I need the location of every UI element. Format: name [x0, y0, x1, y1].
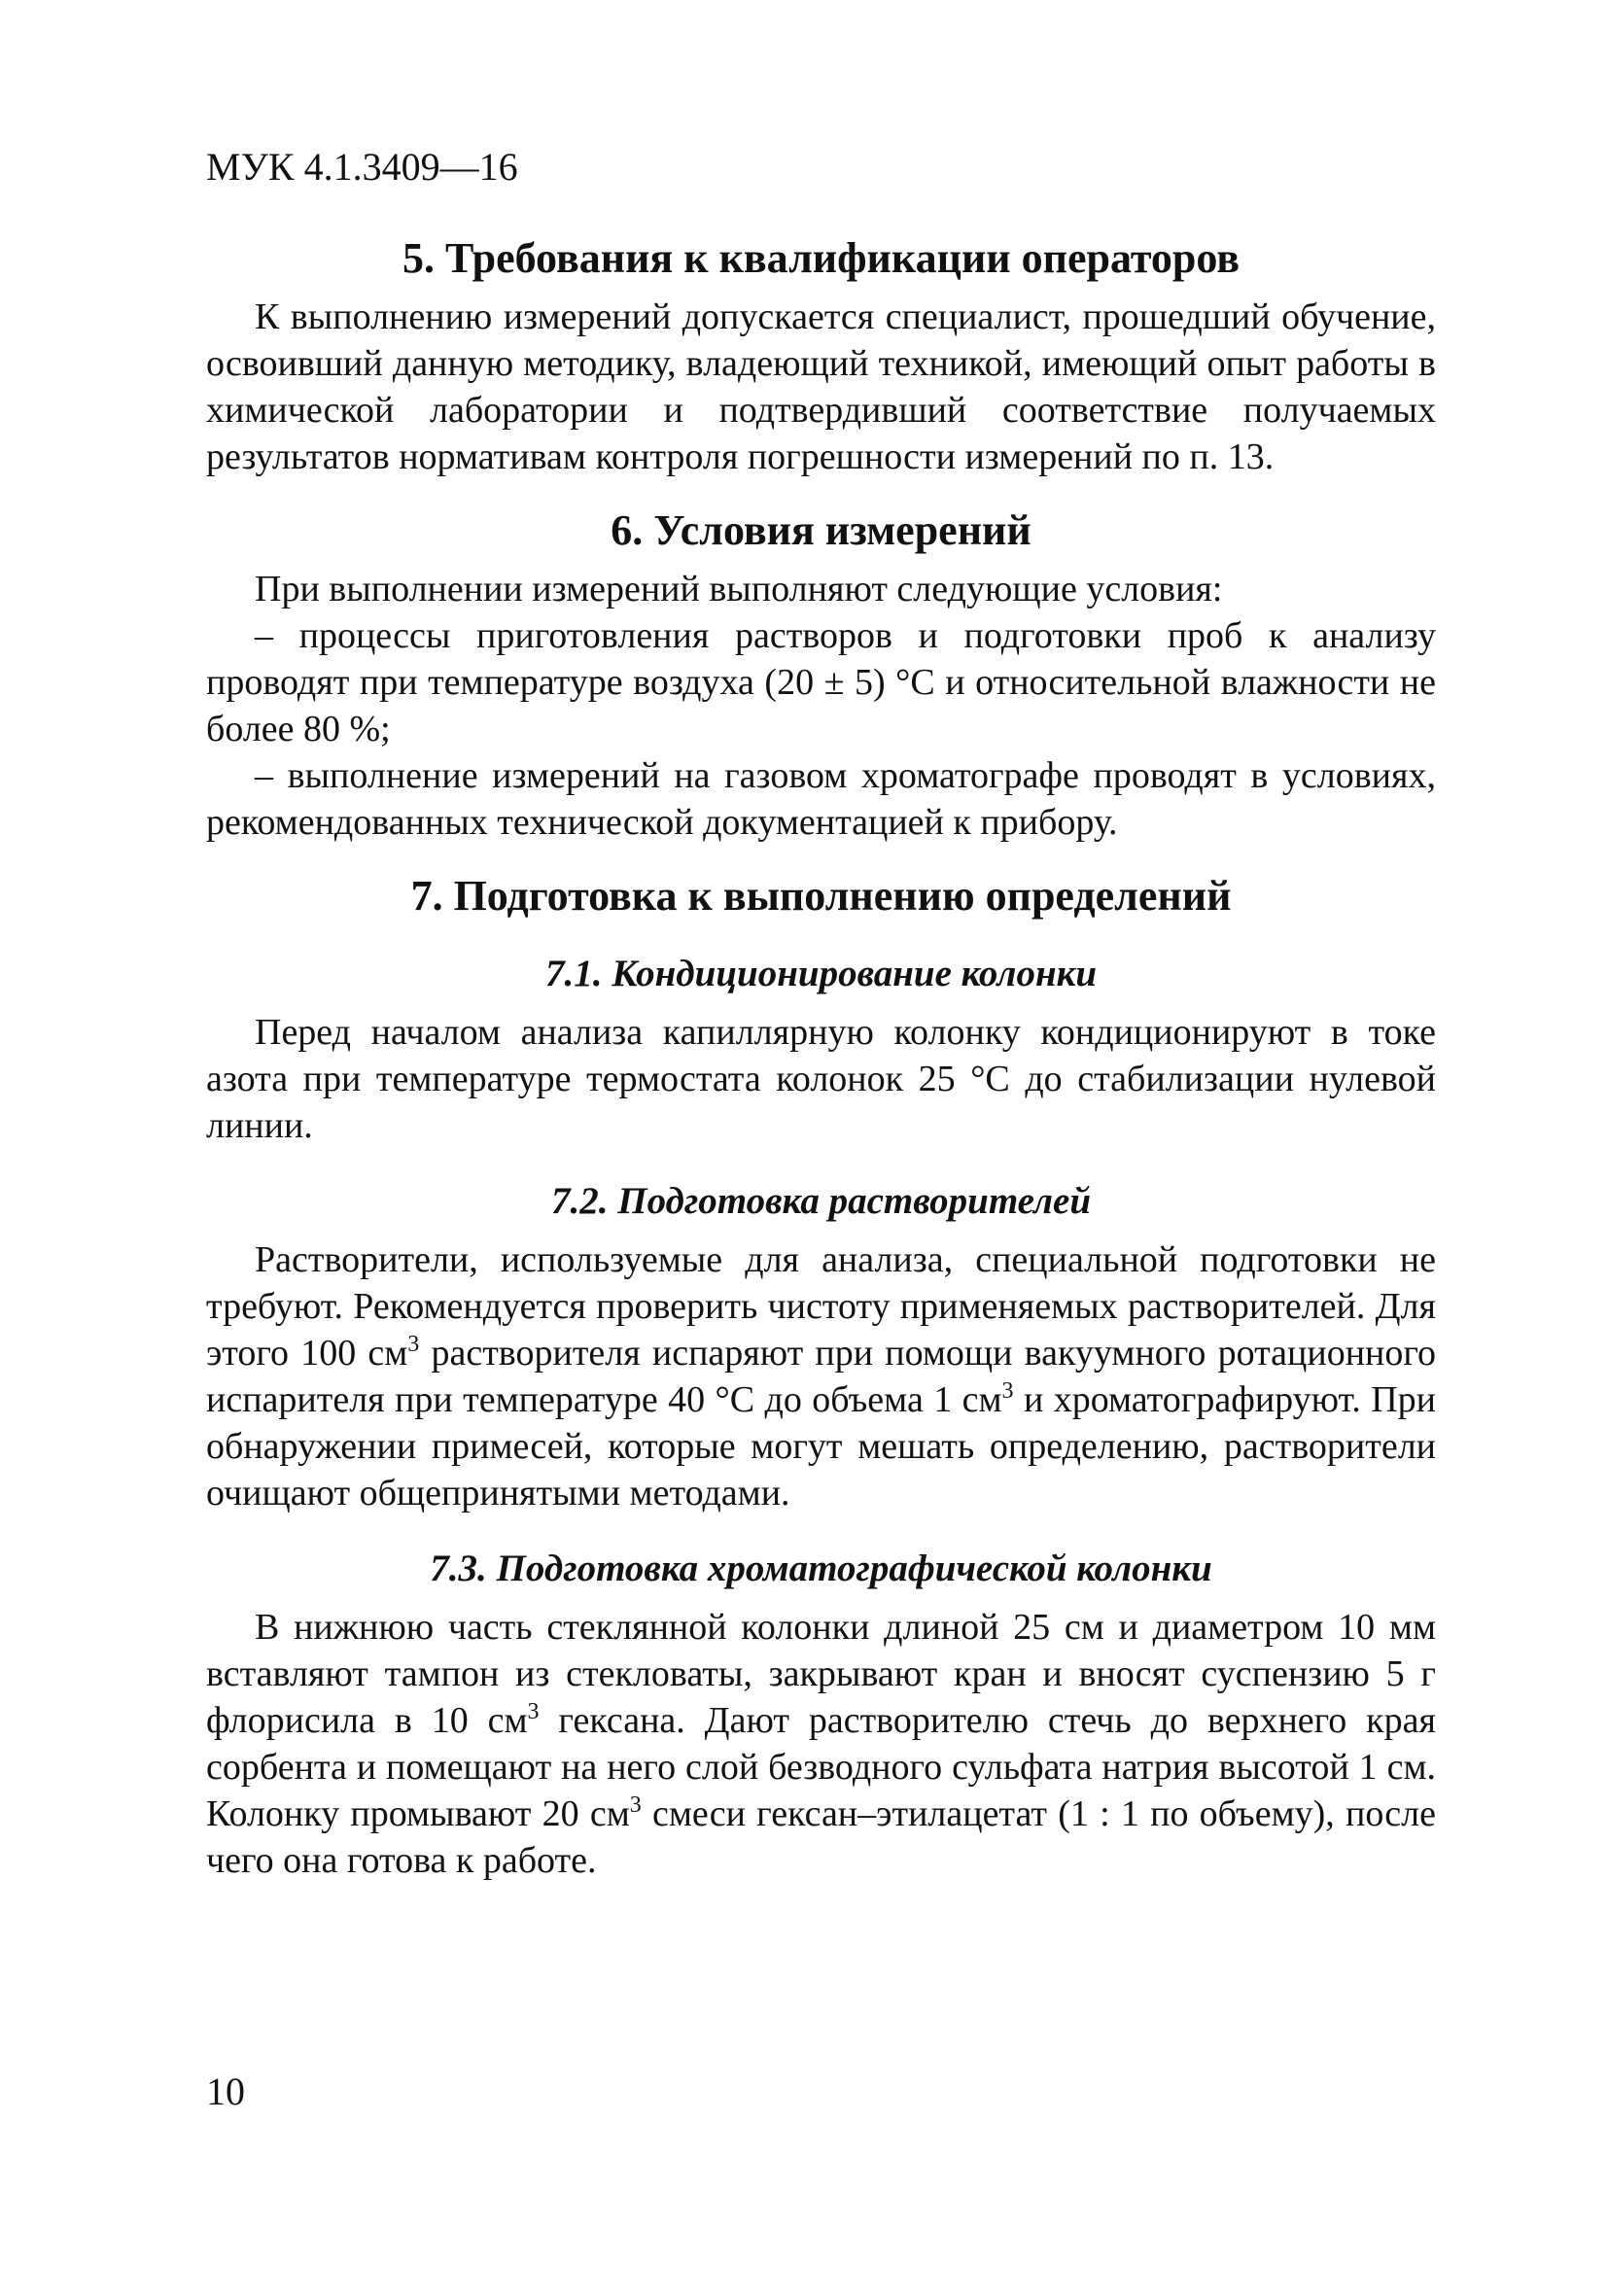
subsection-7-3-paragraph — [206, 1604, 1436, 1884]
section-6-title: 6. Условия измерений — [611, 506, 1031, 554]
superscript: 3 — [527, 1699, 540, 1724]
section-5 — [206, 233, 1436, 480]
text-run: растворителя испаряют при помощи вакуумного ротационного испарителя при температуре 40 °С до объема 1 см — [206, 1333, 1437, 1420]
page-number: 10 — [206, 2070, 245, 2113]
section-5-title: 5. Требования к квалификации операторов — [402, 234, 1241, 282]
subsection-7-1-title: 7.1. Кондиционирование колонки — [544, 953, 1098, 994]
section-5-paragraph: К выполнению измерений допускается специалист, прошедший обучение, освоивший данную методику, владеющий техникой, имеющий опыт работы в химической лаборатории и подтвердивший соответствие получаемых результатов нормативам контроля погрешности измерений по п. 13. — [206, 296, 1436, 477]
text-run: смеси гексан–этилацетат (1 : 1 по объему), после чего она готова к работе. — [206, 1793, 1436, 1881]
section-6-paragraph-2: – процессы приготовления растворов и подготовки проб к анализу проводят при температуре воздуха (20 ± 5) °С и относительной влажности не более 80 %; — [206, 615, 1436, 749]
subsection-7-2-paragraph — [206, 1236, 1436, 1516]
section-7 — [206, 871, 1436, 1884]
superscript: 3 — [629, 1792, 642, 1818]
section-6 — [206, 505, 1436, 846]
text-run: В нижнюю часть стеклянной колонки длиной 25 см и диаметром 10 мм вставляют тампон из стекловаты, закрывают кран и вносят суспензию 5 г флорисила в 10 см — [206, 1607, 1436, 1741]
superscript: 3 — [1001, 1378, 1014, 1404]
text-run: и хроматографируют. При обнаружении примесей, которые могут мешать определению, растворители очищают общепринятыми методами. — [206, 1379, 1436, 1513]
text-run: гексана. Дают растворителю стечь до верхнего края сорбента и помещают на него слой безводного сульфата натрия высотой 1 см. Колонку промывают 20 см — [206, 1700, 1436, 1834]
text-run: Растворители, используемые для анализа, специальной подготовки не требуют. Рекомендуется проверить чистоту применяемых растворителей. Для этого 100 см — [206, 1239, 1436, 1374]
superscript: 3 — [407, 1332, 420, 1357]
section-7-title: 7. Подготовка к выполнению определений — [410, 872, 1232, 920]
subsection-7-1-paragraph: Перед началом анализа капиллярную колонку кондиционируют в токе азота при температуре термостата колонок 25 °С до стабилизации нулевой линии. — [206, 1012, 1436, 1146]
subsection-7-2-title: 7.2. Подготовка растворителей — [550, 1180, 1092, 1222]
section-6-paragraph-3: – выполнение измерений на газовом хроматографе проводят в условиях, рекомендованных технической документацией к прибору. — [206, 755, 1436, 843]
subsection-7-3-title: 7.3. Подготовка хроматографической колонки — [430, 1548, 1212, 1589]
document-page — [206, 144, 1436, 1884]
running-header: МУК 4.1.3409—16 — [206, 145, 518, 189]
section-6-paragraph-1: При выполнении измерений выполняют следующие условия: — [255, 569, 1223, 609]
